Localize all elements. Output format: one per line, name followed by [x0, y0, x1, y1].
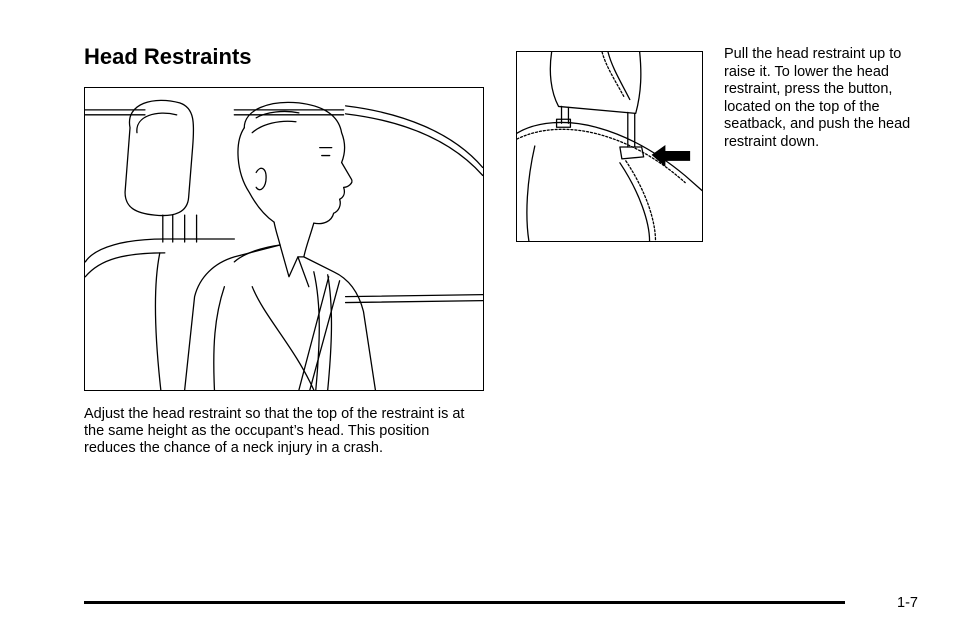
head-restraint-detail — [550, 52, 641, 147]
arrow-left-icon — [652, 145, 691, 167]
restraint-detail-illustration — [516, 51, 703, 242]
seatback-detail — [517, 119, 702, 241]
occupant-body — [185, 245, 376, 390]
seat-back — [85, 239, 234, 390]
car-interior-lines — [85, 106, 482, 303]
raise-lower-caption — [724, 46, 914, 152]
raise-lower-text: Pull the head restraint up to raise it. To lower the head restraint, press the button, located on the top of the seatback, and push the head restraint down. — [724, 46, 911, 150]
occupant-illustration — [84, 87, 484, 391]
footer-rule — [84, 601, 845, 604]
page-number: 1-7 — [897, 595, 918, 611]
adjust-restraint-caption — [84, 406, 484, 457]
adjust-restraint-text: Adjust the head restraint so that the top of the restraint is at the same height as the occupant’s head. This position reduces the chance of a neck injury in a crash. — [84, 406, 465, 456]
page-title: Head Restraints — [84, 44, 252, 69]
head-restraint — [125, 100, 197, 242]
occupant-head — [238, 102, 352, 257]
